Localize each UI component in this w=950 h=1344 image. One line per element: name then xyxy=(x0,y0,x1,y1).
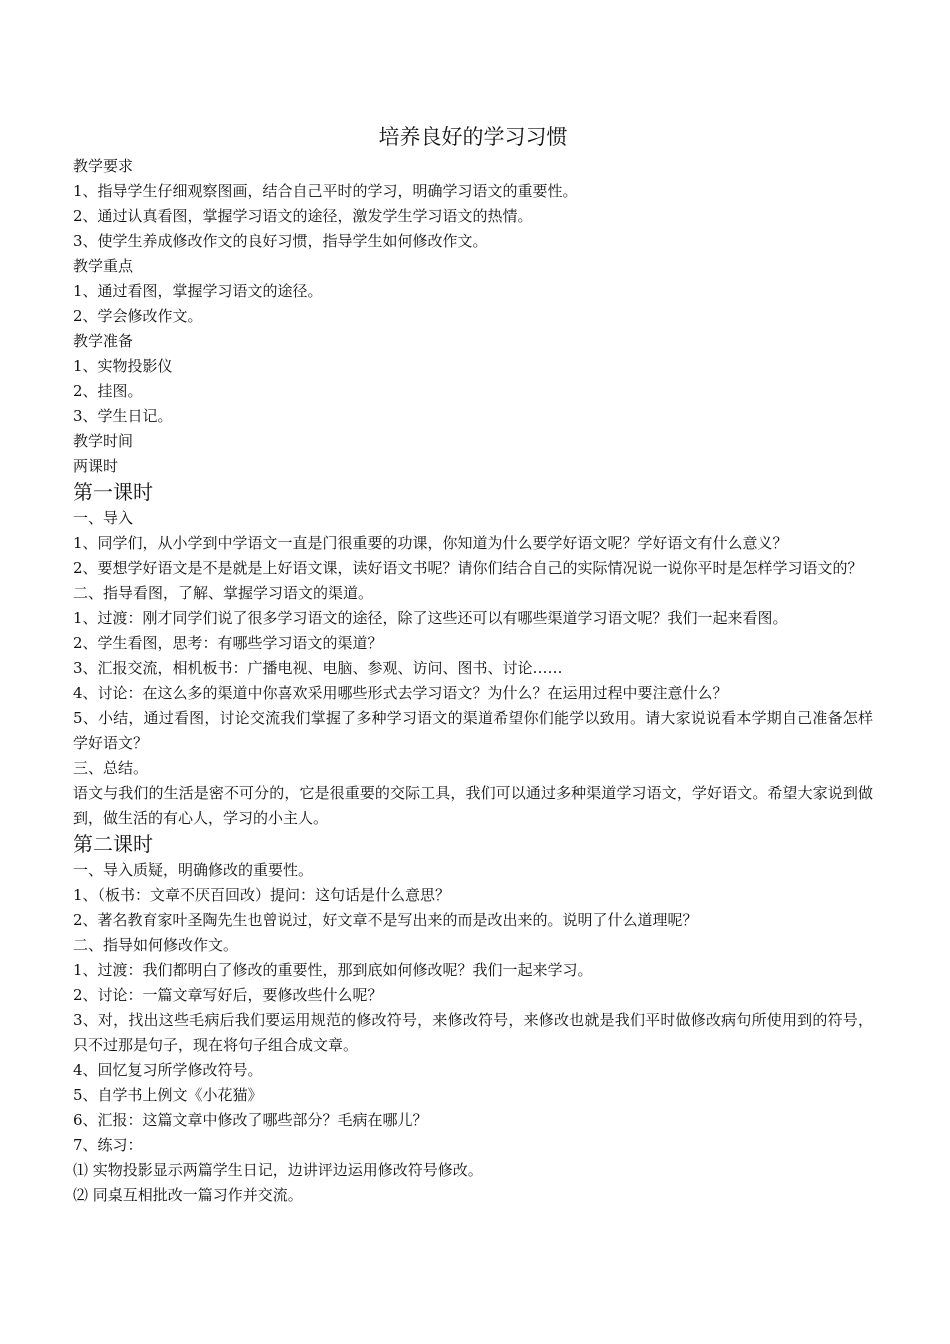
lesson2-line: 3、对，找出这些毛病后我们要运用规范的修改符号，来修改符号，来修改也就是我们平时做修改病句所使用到的符号，只不过那是句子，现在将句子组合成文章。 xyxy=(73,1011,873,1054)
lesson1-line: 二、指导看图，了解、掌握学习语文的渠道。 xyxy=(73,584,374,602)
lesson2-line: 7、练习： xyxy=(73,1136,143,1154)
key-point-item: 1、通过看图，掌握学习语文的途径。 xyxy=(73,282,323,300)
requirement-item: 1、指导学生仔细观察图画，结合自己平时的学习，明确学习语文的重要性。 xyxy=(73,182,578,200)
preparation-item: 2、挂图。 xyxy=(73,382,143,400)
requirement-item: 2、通过认真看图，掌握学习语文的途径，激发学生学习语文的热情。 xyxy=(73,207,533,225)
preparation-item: 3、学生日记。 xyxy=(73,407,173,425)
key-point-item: 2、学会修改作文。 xyxy=(73,307,203,325)
requirement-item: 3、使学生养成修改作文的良好习惯，指导学生如何修改作文。 xyxy=(73,232,488,250)
lesson1-line: 三、总结。 xyxy=(73,759,149,777)
preparation-heading: 教学准备 xyxy=(73,332,134,350)
key-points-heading: 教学重点 xyxy=(73,257,134,275)
document-title: 培养良好的学习习惯 xyxy=(378,125,568,149)
time-value: 两课时 xyxy=(73,457,119,475)
document-page xyxy=(73,120,873,1208)
lesson2-line: 2、讨论：一篇文章写好后，要修改些什么呢？ xyxy=(73,986,383,1004)
time-heading: 教学时间 xyxy=(73,432,134,450)
lesson2-line: ⑴ 实物投影显示两篇学生日记，边讲评边运用修改符号修改。 xyxy=(73,1161,483,1179)
lesson1-line: 一、导入 xyxy=(73,509,134,527)
lesson1-line: 2、学生看图，思考：有哪些学习语文的渠道？ xyxy=(73,634,383,652)
lesson1-line: 语文与我们的生活是密不可分的，它是很重要的交际工具，我们可以通过多种渠道学习语文，学好语文。希望大家说到做到，做生活的有心人，学习的小主人。 xyxy=(73,784,873,827)
lesson2-line: 6、汇报：这篇文章中修改了哪些部分？毛病在哪儿？ xyxy=(73,1111,428,1129)
preparation-item: 1、实物投影仪 xyxy=(73,357,173,375)
lesson1-line: 2、要想学好语文是不是就是上好语文课，读好语文书呢？请你们结合自己的实际情况说一说你平时是怎样学习语文的？ xyxy=(73,559,863,577)
lesson2-line: 一、导入质疑，明确修改的重要性。 xyxy=(73,861,314,879)
lesson1-line: 3、汇报交流，相机板书：广播电视、电脑、参观、访问、图书、讨论…… xyxy=(73,659,563,677)
lesson1-line: 4、讨论：在这么多的渠道中你喜欢采用哪些形式去学习语文？为什么？在运用过程中要注意什么？ xyxy=(73,684,728,702)
lesson2-line: ⑵ 同桌互相批改一篇习作并交流。 xyxy=(73,1186,303,1204)
requirements-heading: 教学要求 xyxy=(73,157,134,175)
lesson2-line: 5、自学书上例文《小花猫》 xyxy=(73,1086,263,1104)
lesson2-line: 4、回忆复习所学修改符号。 xyxy=(73,1061,263,1079)
lesson1-heading: 第一课时 xyxy=(73,480,153,504)
lesson2-heading: 第二课时 xyxy=(73,832,153,856)
lesson1-line: 5、小结，通过看图，讨论交流我们掌握了多种学习语文的渠道希望你们能学以致用。请大家说说看本学期自己准备怎样学好语文？ xyxy=(73,709,873,752)
lesson1-line: 1、同学们，从小学到中学语文一直是门很重要的功课，你知道为什么要学好语文呢？学好语文有什么意义？ xyxy=(73,534,788,552)
lesson2-line: 1、过渡：我们都明白了修改的重要性，那到底如何修改呢？我们一起来学习。 xyxy=(73,961,593,979)
lesson1-line: 1、过渡：刚才同学们说了很多学习语文的途径，除了这些还可以有哪些渠道学习语文呢？我们一起来看图。 xyxy=(73,609,788,627)
lesson2-line: 2、著名教育家叶圣陶先生也曾说过，好文章不是写出来的而是改出来的。说明了什么道理呢？ xyxy=(73,911,698,929)
lesson2-line: 二、指导如何修改作文。 xyxy=(73,936,239,954)
lesson2-line: 1、（板书：文章不厌百回改）提问：这句话是什么意思？ xyxy=(73,886,451,904)
